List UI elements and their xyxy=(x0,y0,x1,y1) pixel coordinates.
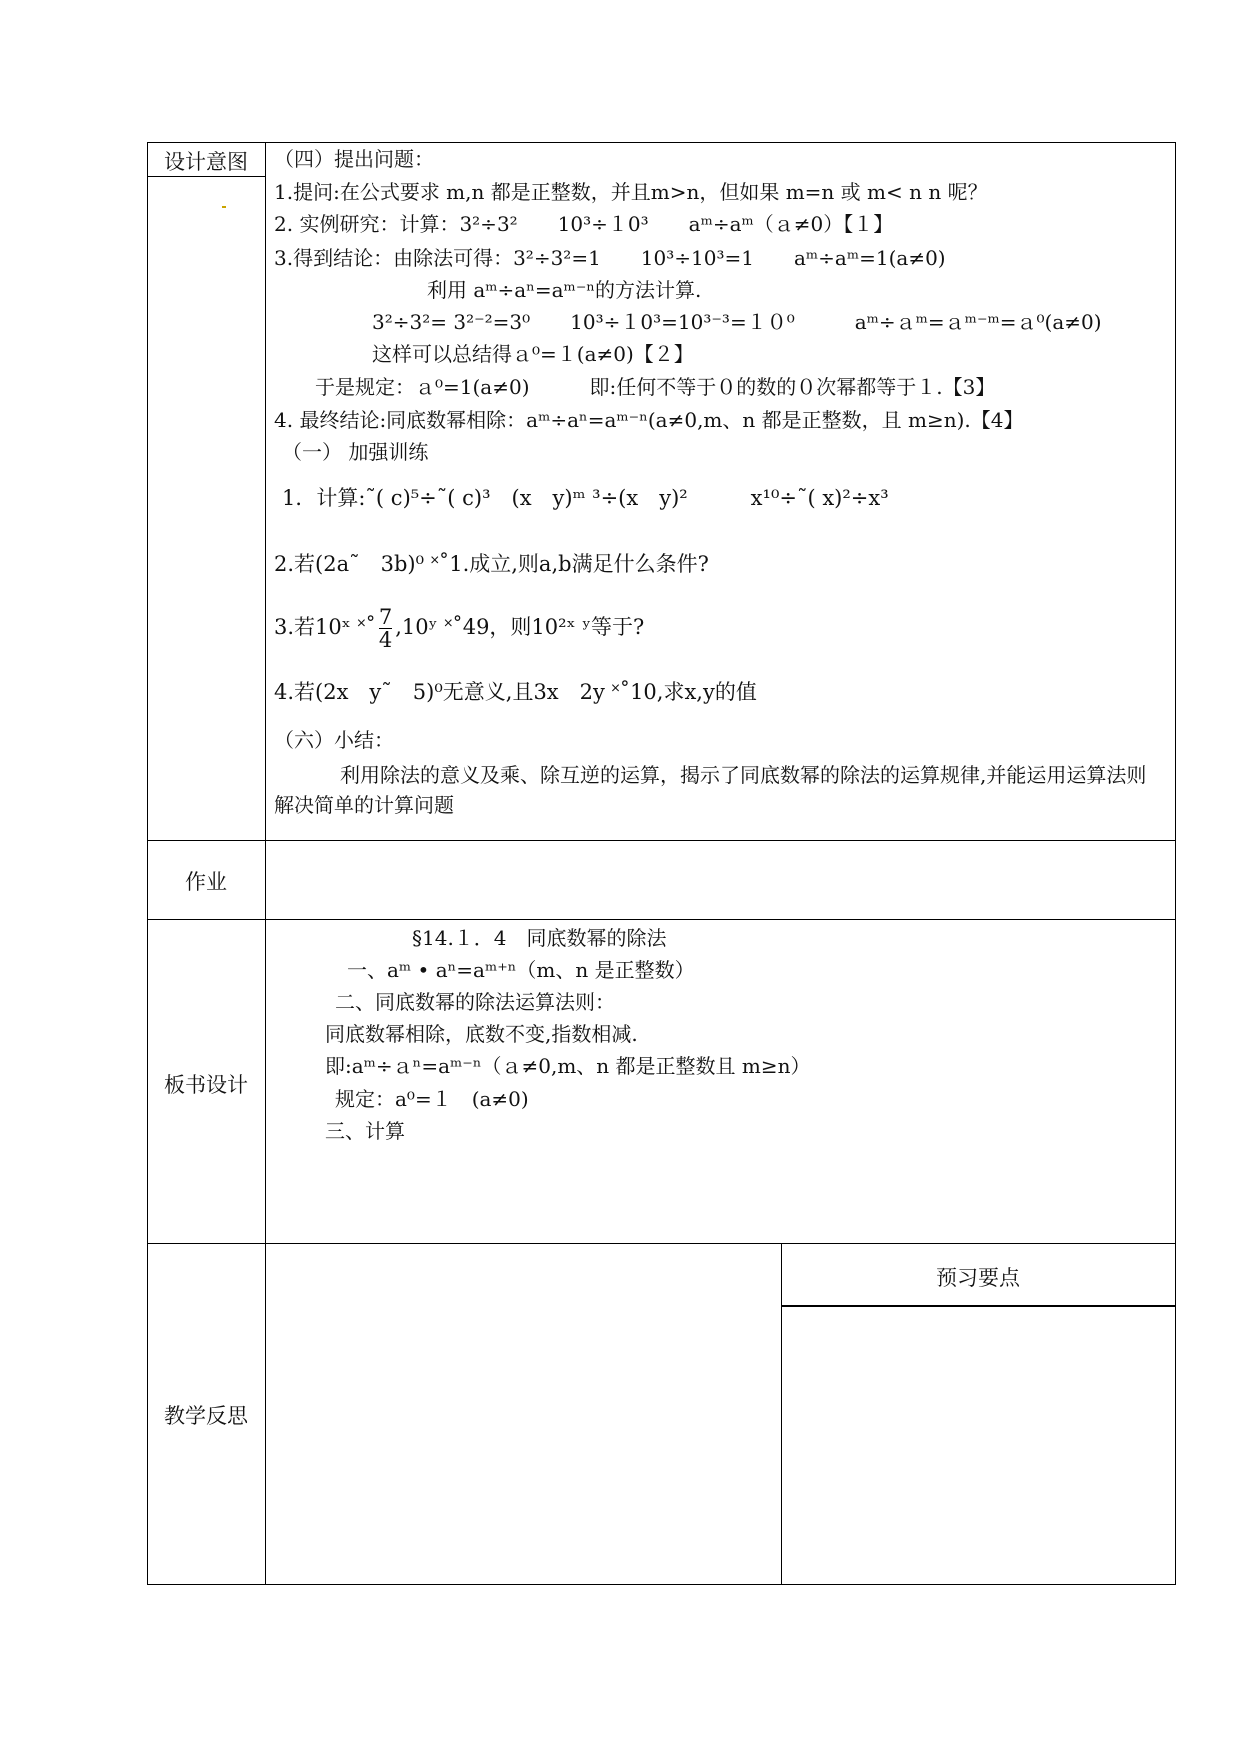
board-line-1: 一、aᵐ • aⁿ=aᵐ⁺ⁿ（m、n 是正整数） xyxy=(347,958,695,982)
preview-divider xyxy=(781,1305,1176,1307)
exercise-3-part-b: ,10ʸ ˟˚49，则10²ˣ ʸ等于? xyxy=(395,615,645,639)
design-question-3-summary: 这样可以总结得ａ⁰=１(a≠0)【２】 xyxy=(372,342,694,366)
label-preview-points: 预习要点 xyxy=(936,1266,1020,1290)
table-border-left xyxy=(147,142,148,1585)
exercise-3-fraction xyxy=(379,606,392,651)
design-question-3-calc: 3²÷3²= 3²⁻²=3⁰ 10³÷１0³=10³⁻³=１０⁰ aᵐ÷ａᵐ=ａᵐ⁻ᵐ=ａ⁰(a≠0) xyxy=(372,310,1102,334)
exercise-2: 2.若(2a˜ 3b)⁰ ˟˚1.成立,则a,b满足什么条件? xyxy=(274,552,709,576)
summary-heading: （六）小结： xyxy=(274,728,394,752)
label-homework: 作业 xyxy=(185,870,227,894)
summary-text: 利用除法的意义及乘、除互逆的运算，揭示了同底数幂的除法的运算规律,并能运用运算法则解决简单的计算问题 xyxy=(274,763,1147,817)
preview-column-divider xyxy=(781,1243,782,1585)
table-border-top xyxy=(147,142,1176,143)
training-heading: （一） 加强训练 xyxy=(282,440,429,464)
exercise-3 xyxy=(274,597,644,657)
design-rule: 于是规定：ａ⁰=1(a≠0) 即:任何不等于０的数的０次幂都等于１.【3】 xyxy=(315,375,996,399)
row-divider-reflection xyxy=(147,1243,1176,1244)
design-question-2: 2. 实例研究：计算：3²÷3² 10³÷１0³ aᵐ÷aᵐ（ａ≠0）【１】 xyxy=(274,212,894,236)
fraction-numerator: 7 xyxy=(378,605,393,629)
design-final-conclusion: 4. 最终结论:同底数幂相除：aᵐ÷aⁿ=aᵐ⁻ⁿ(a≠0,m、n 都是正整数，且 m≥n).【4】 xyxy=(274,408,1024,432)
board-line-6: 三、计算 xyxy=(325,1119,405,1143)
board-line-5: 规定：a⁰=１ (a≠0) xyxy=(335,1087,529,1111)
design-question-3-method: 利用 aᵐ÷aⁿ=aᵐ⁻ⁿ的方法计算. xyxy=(427,278,702,302)
exercise-3-part-a: 3.若10ˣ ˟˚ xyxy=(274,615,376,639)
label-column-divider xyxy=(265,142,266,1585)
board-line-4: 即:aᵐ÷ａⁿ=aᵐ⁻ⁿ（ａ≠0,m、n 都是正整数且 m≥n） xyxy=(325,1054,811,1078)
table-border-right xyxy=(1175,142,1176,1585)
fraction-denominator: 4 xyxy=(378,628,393,652)
table-border-bottom xyxy=(147,1584,1176,1585)
design-question-1: 1.提问:在公式要求 m,n 都是正整数，并且m>n，但如果 m=n 或 m< n n 呢？ xyxy=(274,180,988,204)
lesson-table xyxy=(147,142,1176,1585)
stray-mark xyxy=(222,206,226,208)
design-heading: （四）提出问题： xyxy=(274,147,434,171)
row-divider-homework xyxy=(147,840,1176,841)
board-title: §14.１．4 同底数幂的除法 xyxy=(412,926,667,950)
label-design-intent: 设计意图 xyxy=(164,150,248,174)
exercise-4: 4.若(2x y˜ 5)⁰无意义,且3x 2y ˟˚10,求x,y的值 xyxy=(274,680,757,704)
board-line-2: 二、同底数幂的除法运算法则： xyxy=(335,990,615,1014)
design-question-3: 3.得到结论：由除法可得：3²÷3²=1 10³÷10³=1 aᵐ÷aᵐ=1(a≠0) xyxy=(274,246,946,270)
label-board-design: 板书设计 xyxy=(164,1073,248,1097)
row-divider-label xyxy=(147,176,266,177)
exercise-1: 1．计算:˜( c)⁵÷˜( c)³ (x y)ᵐ ³÷(x y)² x¹⁰÷˜( x)²÷x³ xyxy=(282,486,889,510)
row-divider-board xyxy=(147,919,1176,920)
label-teaching-reflection: 教学反思 xyxy=(164,1404,248,1428)
board-line-3: 同底数幂相除，底数不变,指数相减. xyxy=(325,1022,638,1046)
